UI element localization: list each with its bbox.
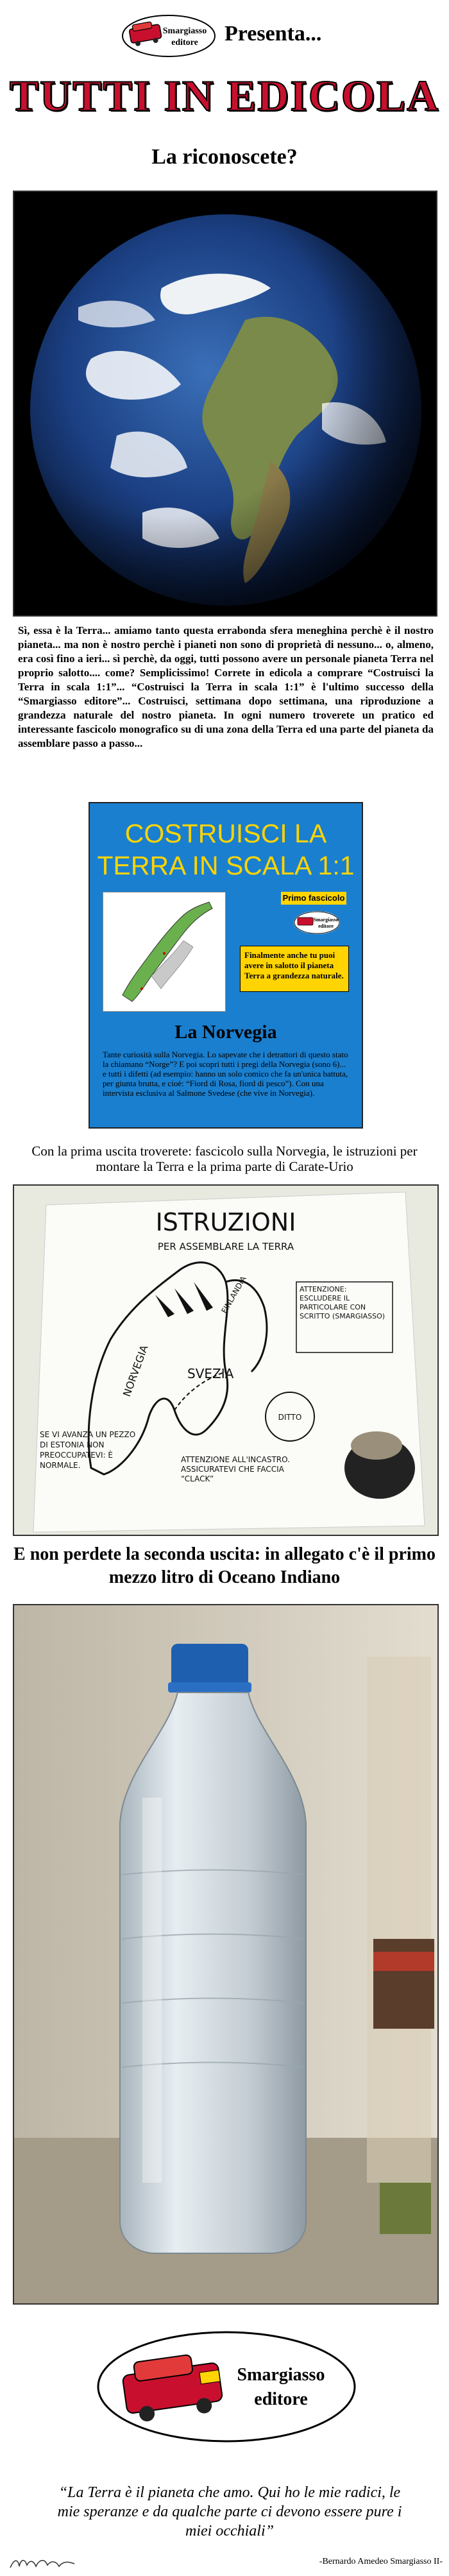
footer-quote: “La Terra è il pianeta che amo. Qui ho le mie radici, le mie speranze e da qualche parte ci devono essere pure i miei occhiali” <box>57 2484 402 2539</box>
subtitle: La riconoscete? <box>151 145 298 169</box>
publisher-logo-top-sub: editore <box>171 38 198 47</box>
instructions-finlandia: FINLANDIA <box>219 1274 248 1315</box>
magazine-publisher-logo <box>294 911 340 934</box>
magazine-title <box>90 817 362 882</box>
bottle-photo <box>13 1604 439 2305</box>
instructions-note-right: ATTENZIONE: ESCLUDERE IL PARTICOLARE CON SCRITTO (SMARGIASSO) <box>300 1285 385 1320</box>
magazine-cover <box>89 802 363 1129</box>
magazine-section-text: Tante curiosità sulla Norvegia. Lo sapevate che i detrattori di questo stato la chiamano “Norge”? E poi scopri tutti i pregi della Norvegia (sono 6)... e tutti i difetti (ad esempio: hanno un solo comico che fa un'unica battuta, per giunta brutta, e cioè: “Fiord di Rosa, fiord di pesco”). Con una intervista esclusiva al Salmone Svedese (che vive in Norvegia). <box>103 1050 348 1098</box>
magazine-logo-sub: editore <box>318 923 334 929</box>
promo-box: Finalmente anche tu puoi avere in salotto il pianeta Terra a grandezza naturale. <box>240 946 349 992</box>
first-issue-caption: Con la prima uscita troverete: fascicolo sulla Norvegia, le istruzioni per montare la Terra e la prima parte di Carate-Urio <box>31 1143 418 1174</box>
publisher-logo-top <box>121 14 217 58</box>
handwritten-signature <box>8 2554 78 2573</box>
instructions-subtitle: PER ASSEMBLARE LA TERRA <box>157 1241 294 1252</box>
instructions-ditto: DITTO <box>278 1413 302 1422</box>
norway-map <box>103 892 226 1012</box>
instructions-note-left: SE VI AVANZA UN PEZZO DI ESTONIA NON PREOCCUPATEVI: È NORMALE. <box>40 1430 136 1470</box>
magazine-logo-name: Smargiasso <box>313 917 339 923</box>
instructions-title: ISTRUZIONI <box>155 1208 296 1236</box>
publisher-logo-bottom-name: Smargiasso <box>237 2365 325 2385</box>
magazine-title-line2: TERRA IN SCALA 1:1 <box>97 851 355 880</box>
magazine-section-title: La Norvegia <box>174 1021 277 1043</box>
issue-badge: Primo fascicolo <box>281 892 346 905</box>
earth-photo <box>13 191 437 617</box>
instructions-note-bottom: ATTENZIONE ALL'INCASTRO. ASSICURATEVI CHE FACCIA “CLACK” <box>181 1455 290 1483</box>
presenta-text: Presenta... <box>224 22 322 46</box>
publisher-logo-bottom <box>95 2329 358 2444</box>
instructions-photo <box>13 1184 439 1536</box>
intro-paragraph: Sì, essa è la Terra... amiamo tanto questa errabonda sfera meneghina perchè è il nostro pianeta... ma non è nostro perchè i pianeti non sono di proprietà di nessuno... o, almeno, era così fino a ieri... sì perchè, da oggi, tutti possono avere un personale pianeta Terra nel proprio salotto.... come? Semplicissimo! Correte in edicola a comprare “Costruisci la Terra in scala 1:1”... “Costruisci la Terra in scala 1:1” è l'ultimo successo della “Smargiasso editore”... Costruisci, settimana dopo settimana, una riproduzione a grandezza naturale del nostro pianeta. In ogni numero troverete un pratico ed interessante fascicolo monografico su di una zona della Terra ed una parte del pianeta da assemblare passo a passo... <box>18 624 434 749</box>
publisher-logo-top-name: Smargiasso <box>162 26 207 36</box>
instructions-norvegia: NORVEGIA <box>120 1343 151 1399</box>
instructions-svezia: SVEZIA <box>187 1366 234 1381</box>
magazine-title-line1: COSTRUISCI LA <box>124 819 327 848</box>
second-issue-caption: E non perdete la seconda uscita: in allegato c'è il primo mezzo litro di Oceano Indiano <box>13 1544 436 1587</box>
page-title: TUTTI IN EDICOLA <box>9 71 440 120</box>
publisher-logo-bottom-sub: editore <box>254 2389 308 2409</box>
quote-author: -Bernardo Amedeo Smargiasso II- <box>319 2557 443 2566</box>
